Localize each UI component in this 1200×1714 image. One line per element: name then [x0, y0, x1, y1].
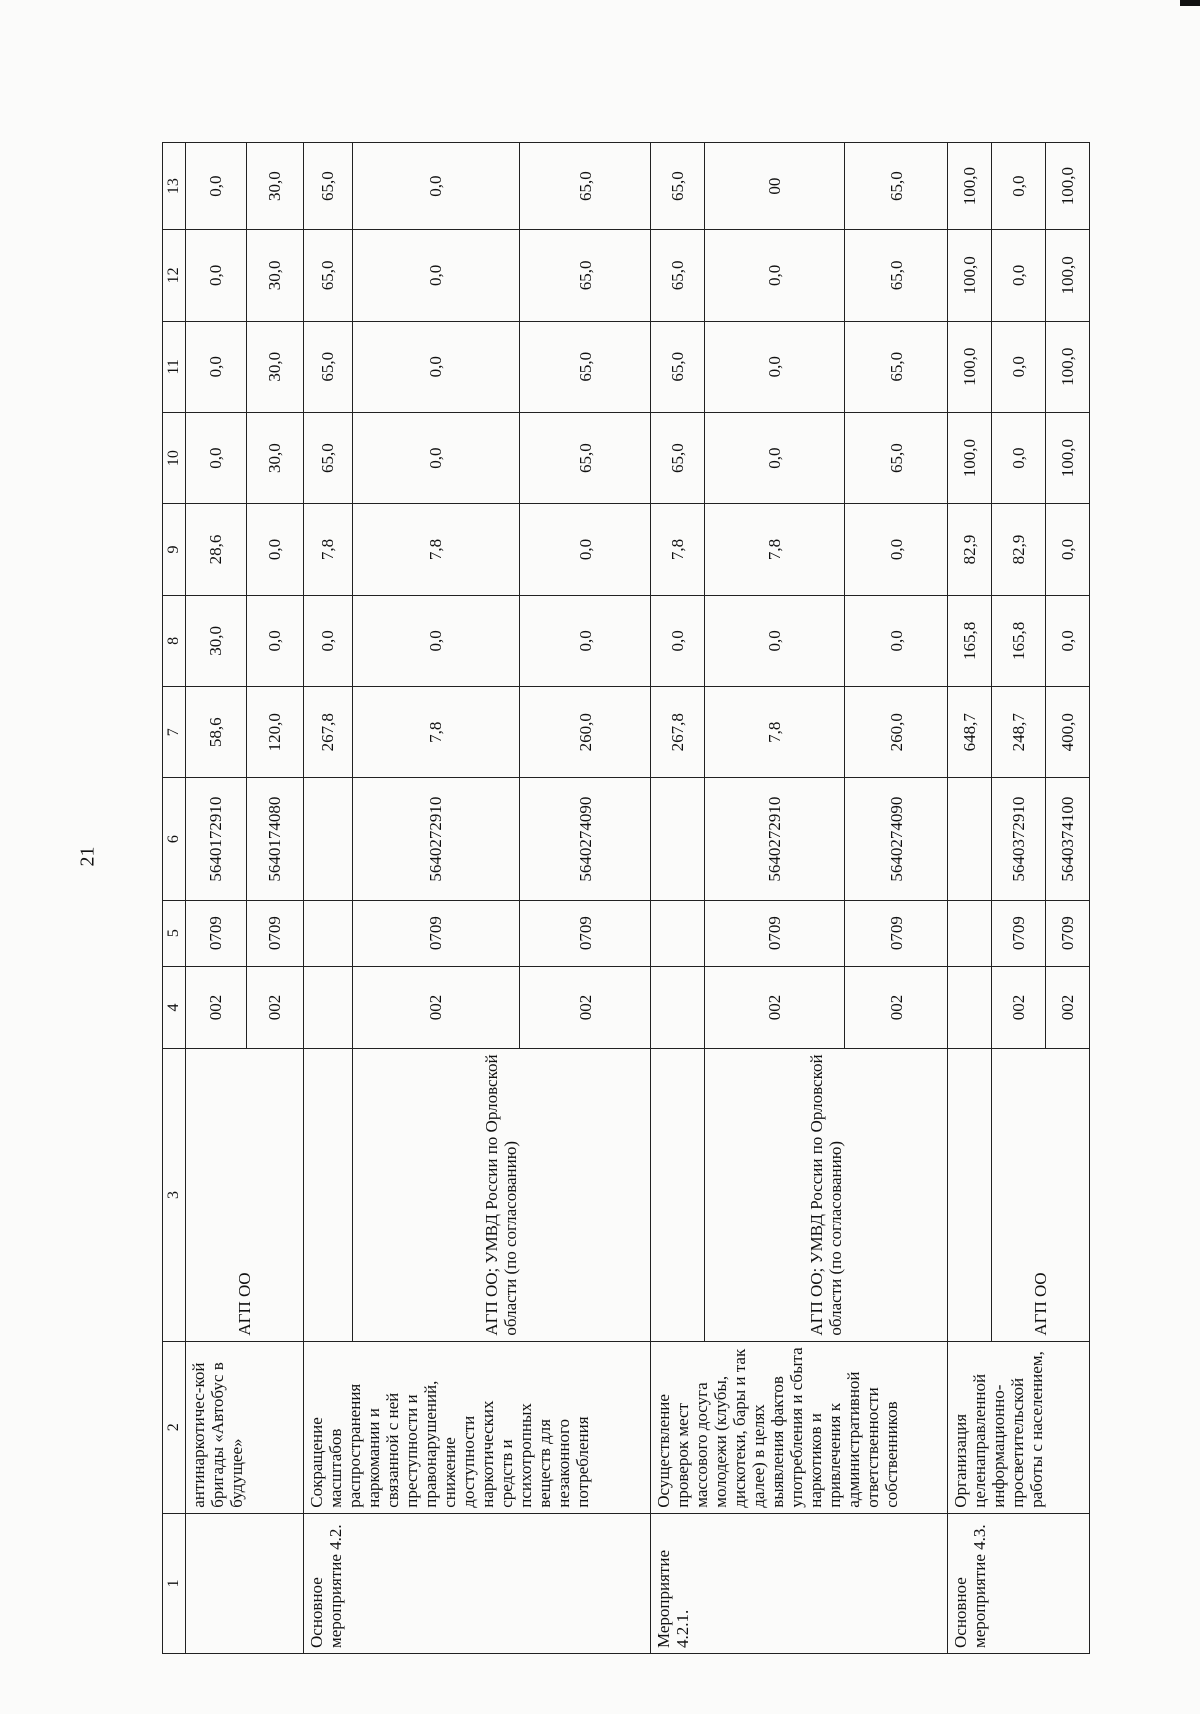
cell: 65,0	[520, 321, 651, 412]
cell: 0,0	[352, 412, 520, 503]
cell: 7,8	[352, 687, 520, 778]
cell: 002	[991, 966, 1045, 1049]
cell-label	[185, 1513, 303, 1653]
cell: 5640274090	[844, 778, 947, 900]
cell-empty	[303, 966, 352, 1049]
cell: 0,0	[246, 504, 303, 595]
cell-empty	[303, 900, 352, 966]
cell: 0,0	[352, 595, 520, 686]
cell: 0,0	[991, 412, 1045, 503]
cell: 82,9	[991, 504, 1045, 595]
col-header: 4	[163, 966, 186, 1049]
cell-empty	[650, 1049, 704, 1341]
cell: 0,0	[1046, 504, 1090, 595]
table-row	[948, 143, 992, 1654]
cell: 100,0	[1046, 412, 1090, 503]
cell-empty	[303, 778, 352, 900]
cell: 5640374100	[1046, 778, 1090, 900]
cell: 65,0	[650, 412, 704, 503]
cell: 648,7	[948, 687, 992, 778]
cell: 100,0	[948, 321, 992, 412]
cell-empty	[303, 1049, 352, 1341]
cell: 0,0	[185, 321, 246, 412]
column-number-row	[163, 143, 186, 1654]
cell: 65,0	[650, 143, 704, 230]
cell: 0,0	[352, 143, 520, 230]
cell: 0709	[352, 900, 520, 966]
cell: 120,0	[246, 687, 303, 778]
rotated-table-sheet	[162, 142, 1090, 1654]
cell: 65,0	[303, 143, 352, 230]
cell: 65,0	[520, 412, 651, 503]
cell: 260,0	[844, 687, 947, 778]
cell-executor: АГП ОО	[991, 1049, 1089, 1341]
cell: 0,0	[185, 230, 246, 321]
cell: 58,6	[185, 687, 246, 778]
col-header: 1	[163, 1513, 186, 1653]
cell: 400,0	[1046, 687, 1090, 778]
table-row	[303, 143, 352, 1654]
cell-label: Основное мероприятие 4.3.	[948, 1513, 1090, 1653]
cell: 5640372910	[991, 778, 1045, 900]
cell: 28,6	[185, 504, 246, 595]
cell: 100,0	[1046, 230, 1090, 321]
cell: 165,8	[991, 595, 1045, 686]
cell: 0,0	[844, 595, 947, 686]
cell: 30,0	[246, 321, 303, 412]
cell: 260,0	[520, 687, 651, 778]
cell: 0709	[705, 900, 844, 966]
cell-name: антинаркотичес-кой бригады «Автобус в будущее»	[185, 1341, 303, 1513]
cell: 0709	[185, 900, 246, 966]
cell: 002	[520, 966, 651, 1049]
cell: 65,0	[844, 230, 947, 321]
cell: 0,0	[991, 230, 1045, 321]
cell: 002	[352, 966, 520, 1049]
table-row	[650, 143, 704, 1654]
cell: 65,0	[520, 230, 651, 321]
cell: 65,0	[303, 230, 352, 321]
cell: 65,0	[844, 143, 947, 230]
cell: 0709	[246, 900, 303, 966]
cell: 65,0	[844, 412, 947, 503]
col-header: 2	[163, 1341, 186, 1513]
cell-empty	[948, 966, 992, 1049]
cell: 30,0	[185, 595, 246, 686]
cell: 002	[1046, 966, 1090, 1049]
cell: 0,0	[1046, 595, 1090, 686]
cell: 100,0	[948, 143, 992, 230]
col-header: 12	[163, 230, 186, 321]
cell: 5640274090	[520, 778, 651, 900]
cell: 0709	[520, 900, 651, 966]
cell: 002	[705, 966, 844, 1049]
cell: 0,0	[352, 321, 520, 412]
cell: 0,0	[352, 230, 520, 321]
cell-name: Организация целенаправленной информационно-просветительской работы с населением,	[948, 1341, 1090, 1513]
col-header: 6	[163, 778, 186, 900]
cell: 0,0	[650, 595, 704, 686]
cell: 0,0	[246, 595, 303, 686]
cell: 0,0	[991, 321, 1045, 412]
cell: 00	[705, 143, 844, 230]
cell: 0,0	[185, 143, 246, 230]
cell-name: Осуществление проверок мест массового досуга молодежи (клубы, дискотеки, бары и так далее) в целях выявления фактов употребления и сбыта наркотиков и привлечения к административной ответственности собственников	[650, 1341, 947, 1513]
cell: 0,0	[705, 321, 844, 412]
cell: 267,8	[303, 687, 352, 778]
cell-empty	[650, 778, 704, 900]
cell: 30,0	[246, 143, 303, 230]
col-header: 3	[163, 1049, 186, 1341]
cell-empty	[650, 966, 704, 1049]
cell: 100,0	[1046, 143, 1090, 230]
col-header: 13	[163, 143, 186, 230]
cell-executor: АГП ОО; УМВД России по Орловской области (по согласованию)	[705, 1049, 948, 1341]
cell: 7,8	[352, 504, 520, 595]
cell: 0,0	[705, 412, 844, 503]
cell-empty	[650, 900, 704, 966]
cell: 65,0	[844, 321, 947, 412]
cell-label: Основное мероприятие 4.2.	[303, 1513, 650, 1653]
cell-label: Мероприятие 4.2.1.	[650, 1513, 947, 1653]
cell: 002	[246, 966, 303, 1049]
cell: 65,0	[303, 412, 352, 503]
cell: 100,0	[948, 230, 992, 321]
cell: 65,0	[303, 321, 352, 412]
cell: 5640174080	[246, 778, 303, 900]
cell: 0,0	[991, 143, 1045, 230]
cell: 0,0	[303, 595, 352, 686]
cell: 002	[185, 966, 246, 1049]
cell: 002	[844, 966, 947, 1049]
cell-empty	[948, 900, 992, 966]
cell: 0709	[844, 900, 947, 966]
cell: 5640272910	[352, 778, 520, 900]
cell: 7,8	[303, 504, 352, 595]
col-header: 5	[163, 900, 186, 966]
cell-executor: АГП ОО	[185, 1049, 303, 1341]
cell: 0,0	[185, 412, 246, 503]
col-header: 8	[163, 595, 186, 686]
budget-table	[162, 142, 1090, 1654]
cell: 0,0	[705, 595, 844, 686]
table-row	[185, 143, 246, 1654]
cell: 248,7	[991, 687, 1045, 778]
col-header: 10	[163, 412, 186, 503]
cell-empty	[948, 1049, 992, 1341]
cell-empty	[948, 778, 992, 900]
cell: 7,8	[705, 687, 844, 778]
col-header: 7	[163, 687, 186, 778]
cell: 5640272910	[705, 778, 844, 900]
cell: 7,8	[705, 504, 844, 595]
cell: 165,8	[948, 595, 992, 686]
cell: 0709	[1046, 900, 1090, 966]
page-number: 21	[76, 846, 99, 867]
cell: 82,9	[948, 504, 992, 595]
col-header: 11	[163, 321, 186, 412]
cell: 267,8	[650, 687, 704, 778]
cell: 5640172910	[185, 778, 246, 900]
scan-edge-mark	[1180, 0, 1200, 6]
cell: 100,0	[948, 412, 992, 503]
cell: 65,0	[520, 143, 651, 230]
cell: 0,0	[520, 504, 651, 595]
cell: 0,0	[705, 230, 844, 321]
cell: 30,0	[246, 230, 303, 321]
cell: 65,0	[650, 321, 704, 412]
cell-name: Сокращение масштабов распространения наркомании и связанной с ней преступности и правонарушений, снижение доступности наркотических средств и психотропных веществ для незаконного потребления	[303, 1341, 650, 1513]
cell: 0,0	[520, 595, 651, 686]
cell: 30,0	[246, 412, 303, 503]
cell-executor: АГП ОО; УМВД России по Орловской области (по согласованию)	[352, 1049, 650, 1341]
cell: 0709	[991, 900, 1045, 966]
cell: 7,8	[650, 504, 704, 595]
cell: 0,0	[844, 504, 947, 595]
cell: 65,0	[650, 230, 704, 321]
col-header: 9	[163, 504, 186, 595]
cell: 100,0	[1046, 321, 1090, 412]
